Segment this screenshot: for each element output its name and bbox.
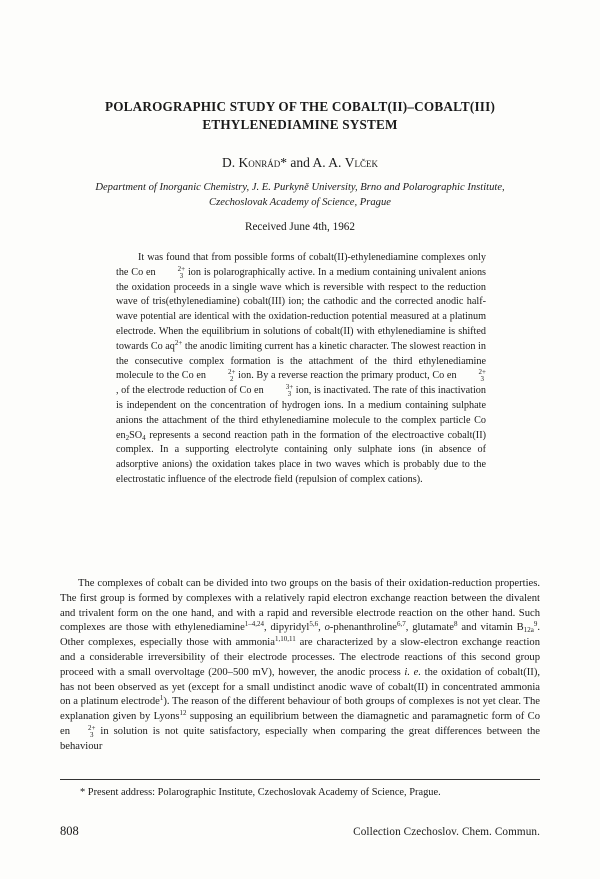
footnote-divider	[60, 779, 540, 780]
received-date: Received June 4th, 1962	[245, 221, 355, 233]
sup-charge: 2+	[88, 723, 96, 732]
body-text: . Other complexes, especially those with ammonia	[60, 622, 540, 649]
footnote: * Present address: Polarographic Institute, Czechoslovak Academy of Science, Prague.	[80, 787, 441, 798]
abstract	[116, 251, 486, 488]
sup-charge: 3+	[285, 383, 294, 392]
body-text: ,	[318, 622, 325, 634]
abstract-text: ion. By a reverse reaction the primary product, Co en	[235, 370, 457, 382]
body-text: the oxidation of cobalt(II), has not been observed as yet (except for a small undistinct anodic wave of cobalt(II) in concentrated ammonia on a platinum electrode	[60, 666, 540, 708]
affiliation	[55, 180, 545, 210]
page-number: 808	[60, 824, 79, 838]
reference-mark: 12	[179, 709, 187, 718]
body-text: in solution is not quite satisfactory, especially when comparing the great differences between the behaviour	[60, 725, 540, 752]
author-1-initial: D.	[221, 155, 236, 170]
sup-charge: 2+	[174, 338, 183, 347]
body-text: are characterized by a slow-electron exchange reaction and a considerable irreversibility of their electrode processes. The electrode reactions of this second group proceed with a small overvoltage (200–500 mV), however, the anodic process	[60, 637, 540, 678]
abstract-text: , of the electrode reduction of Co en	[116, 385, 264, 397]
authors-and: and	[290, 155, 310, 170]
sub-count: 3	[179, 271, 184, 280]
sup-charge: 2+	[228, 368, 236, 377]
reference-mark: 1–4,24	[244, 620, 265, 629]
paper-title	[60, 98, 540, 134]
sub-count: 12a	[523, 626, 534, 635]
body-paragraph	[60, 577, 540, 755]
author-1-footnote-mark: *	[280, 155, 287, 170]
reference-mark: 9	[533, 620, 538, 629]
reference-mark: 1,10,11	[274, 635, 296, 644]
body-text: ). The reason of the different behaviour of both groups of complexes is not yet clear. The explanation given by Lyons	[60, 696, 540, 723]
body-italic: i. e.	[404, 666, 421, 678]
reference-mark: 5,6	[309, 620, 319, 629]
abstract-text: the anodic limiting current has a kinetic character. The slowest reaction in the consecutive complex formation is the attachment of the third ethylenediamine molecule to the Co en	[116, 340, 486, 382]
sub-count: 2	[229, 375, 234, 384]
affiliation-line-2: Czechoslovak Academy of Science, Prague	[209, 197, 391, 208]
affiliation-line-1: Department of Inorganic Chemistry, J. E. Purkyně University, Brno and Polarographic Institute,	[95, 182, 505, 193]
formula-script	[206, 369, 235, 383]
sub-count: 4	[142, 433, 146, 442]
body-text: supposing an equilibrium between the diamagnetic and paramagnetic form of Co en	[60, 711, 540, 737]
sub-count: 3	[480, 375, 485, 384]
reference-mark: 8	[453, 620, 458, 629]
reference-mark: 1	[159, 694, 164, 703]
body-text: -phenanthroline	[329, 622, 397, 634]
sup-charge: 2+	[177, 264, 186, 273]
body-italic: o	[324, 622, 330, 634]
body-text: and vitamin B	[457, 622, 524, 634]
sub-count: 3	[89, 730, 94, 739]
formula-script	[156, 266, 185, 280]
reference-mark: 6,7	[396, 620, 406, 629]
formula-script	[70, 725, 95, 739]
body-text: The complexes of cobalt can be divided into two groups on the basis of their oxidation-reduction properties. The first group is formed by complexes with a relatively rapid electron exchange reaction between the divalent and trivalent form on the one hand, and with a rapid and reversible electrode reaction on the other hand. Such complexes are those with ethylenediamine	[60, 578, 540, 634]
journal-name: Collection Czechoslov. Chem. Commun.	[353, 826, 540, 838]
sub-count: 3	[287, 390, 292, 399]
author-2-name: Vlček	[344, 155, 379, 170]
abstract-text: SO	[129, 429, 143, 441]
sub-count: 2	[125, 433, 130, 442]
title-line-2: ETHYLENEDIAMINE SYSTEM	[202, 117, 398, 132]
abstract-text: ion, is inactivated. The rate of this inactivation is independent on the concentration of hydrogen ions. In a medium containing sulphate anions the attachment of the third ethylenediamine molecule to the complex particle Co en	[116, 385, 486, 441]
authors	[60, 155, 540, 171]
author-2-initial: A. A.	[312, 155, 342, 170]
author-1-name: Konrád	[238, 155, 281, 170]
abstract-text: represents a second reaction path in the formation of the electroactive cobalt(II) complex. In a supporting electrolyte containing only sulphate ions (in absence of adsorptive anions) the oxidation takes place in two waves which is probably due to the electrostatic influence of the electrode field (repulsion of complex cations).	[116, 429, 486, 485]
body-text: , glutamate	[405, 622, 454, 634]
formula-script	[457, 369, 486, 383]
title-line-1: POLAROGRAPHIC STUDY OF THE COBALT(II)–COBALT(III)	[104, 99, 496, 114]
formula-script	[264, 384, 293, 398]
abstract-text: ion is polarographically active. In a medium containing univalent anions the oxidation proceeds in a single wave which is reversible with respect to the reduction wave of tris(ethylenediamine) cobalt(III) ion; the cathodic and the corrected anodic half-wave potential are identical with the oxidation-reduction potential measured at a platinum electrode. When the equilibrium in solutions of cobalt(II) with ethylenediamine is shifted towards Co aq	[116, 266, 487, 352]
abstract-text: It was found that from possible forms of cobalt(II)-ethylenediamine complexes only the Co en	[116, 252, 486, 278]
sup-charge: 2+	[478, 368, 486, 377]
body-text: , dipyridyl	[264, 622, 310, 634]
